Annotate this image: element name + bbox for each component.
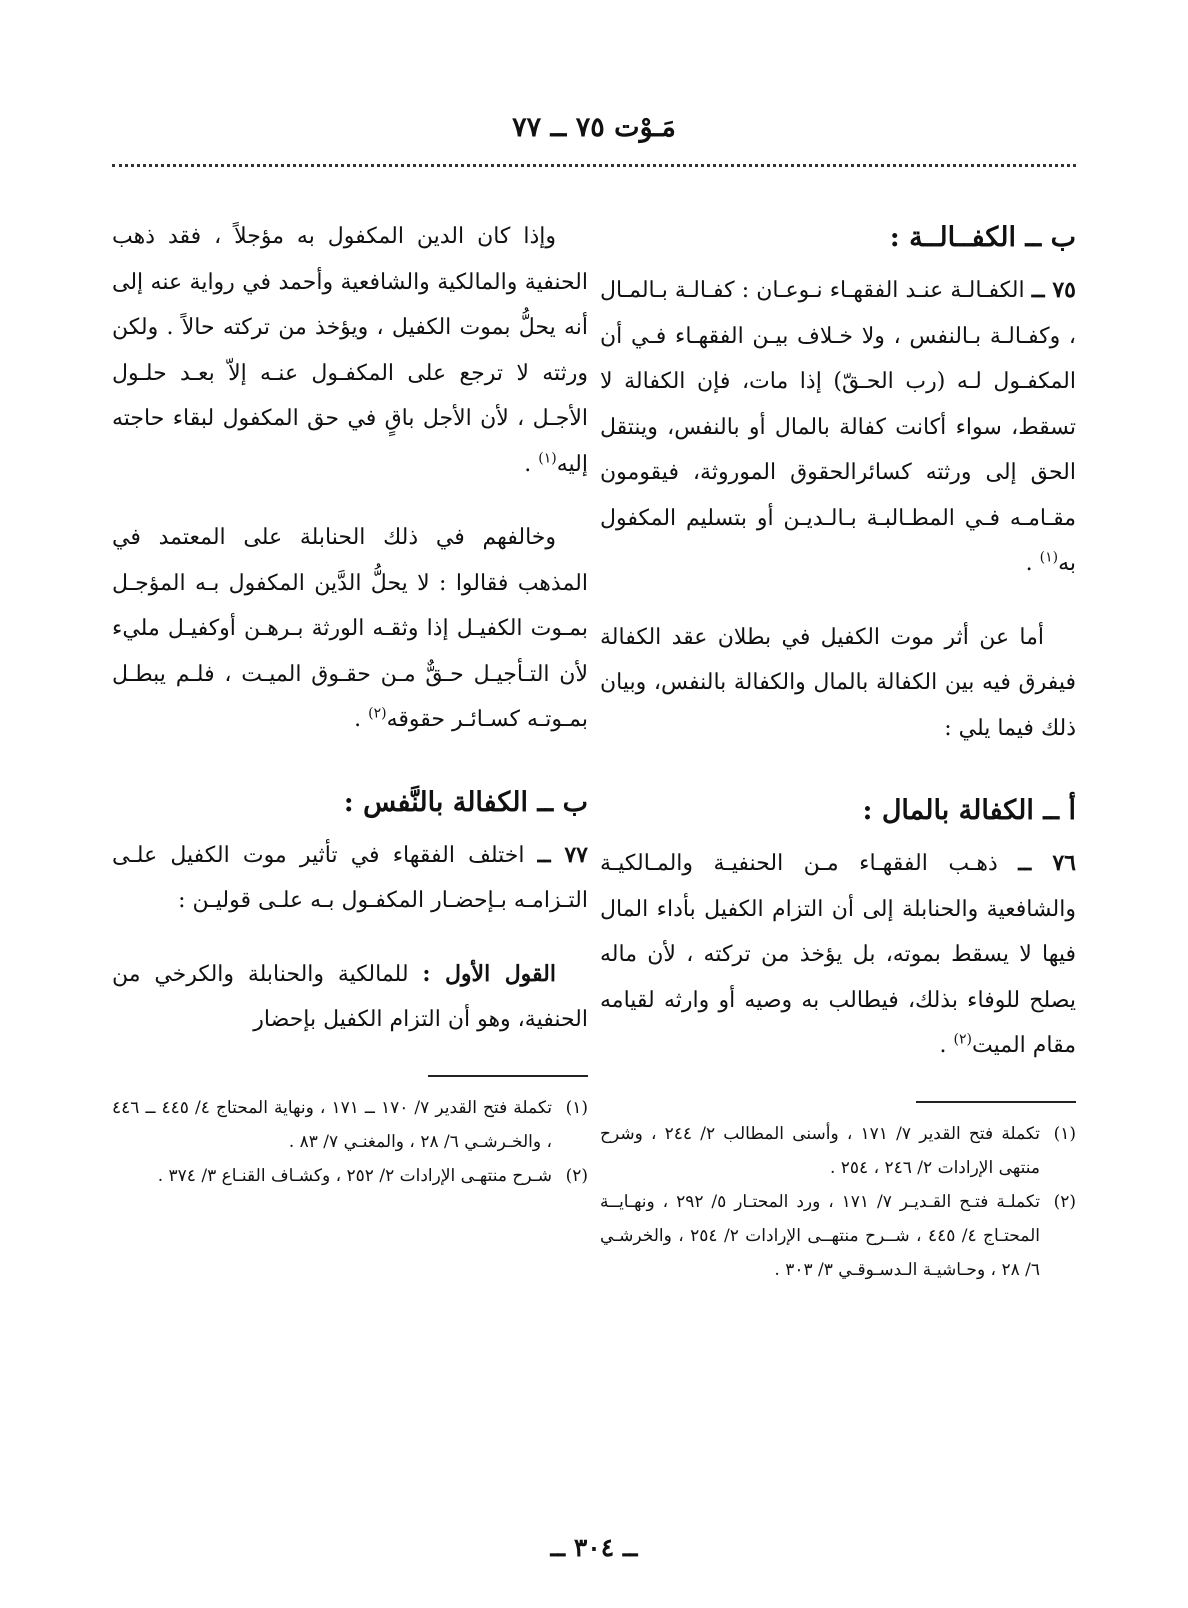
left-column: [112, 214, 588, 1193]
heading-kafala: ب ــ الكفــالــة :: [889, 222, 1076, 253]
paragraph-number-77: ٧٧ ــ: [537, 841, 588, 868]
footnote: [600, 1185, 1076, 1287]
paragraph-75: [600, 268, 1076, 587]
paragraph-end: .: [1025, 551, 1040, 576]
paragraph-number-75: ٧٥ ــ: [1031, 277, 1076, 303]
footnote: [600, 1117, 1076, 1185]
footnote-text: تكملة فتح القدير ٧/ ١٧١ ، وأسنى المطالب ٢/ ٢٤٤ ، وشرح منتهى الإرادات ٢/ ٢٤٦ ، ٢٥٤ .: [600, 1123, 1041, 1178]
heading-kafala-bil-mal: أ ــ الكفالة بالمال :: [862, 795, 1076, 826]
paragraph-deferred-debt: [112, 214, 588, 487]
heading-kafala-bil-nafs: ب ــ الكفالة بالنَّفس :: [343, 786, 588, 818]
page-number: ــ ٣٠٤ ــ: [550, 1533, 638, 1562]
paragraph-end: .: [939, 1033, 954, 1058]
paragraph-77: [112, 833, 588, 924]
paragraph-deferred-text: وإذا كان الدين المكفول به مؤجلاً ، فقد ذهب الحنفية والمالكية والشافعية وأحمد في رواية عنه إلى أنه يحلُّ بموت الكفيل ، ويؤخذ من تركته حالاً . ولكن ورثته لا ترجع على المكفـول عنـه إلاّ بعـد حلـول الأجـل ، لأن الأجل باقٍ في حق المكفول لبقاء حاجته إليه: [112, 224, 588, 477]
footnote-ref: (١): [1039, 549, 1059, 566]
footnote: [112, 1091, 588, 1159]
paragraph-number-76: ٧٦ ــ: [1018, 850, 1076, 876]
paragraph-76-text: ذهـب الفقهـاء مـن الحنفيـة والمـالكيـة والشافعية والحنابلة إلى أن التزام الكفيل بأداء المال فيها لا يسقط بموته، بل يؤخذ من تركته ، لأن ماله يصلح للوفاء بذلك، فيطالب به وصيه أو وارثه لقيامه مقام الميت: [600, 851, 1076, 1058]
footnote-mark: (١): [565, 1097, 588, 1118]
footnote-rule: [428, 1075, 588, 1077]
right-column: [600, 214, 1076, 1287]
footnote-ref: (١): [538, 450, 557, 467]
paragraph-77-text: اختلف الفقهاء في تأثير موت الكفيل علـى التـزامـه بـإحضـار المكفـول بـه علـى قوليـن :: [112, 842, 588, 913]
footnote-ref: (٢): [953, 1031, 972, 1048]
footnote-mark: (٢): [1053, 1191, 1076, 1212]
footnote-mark: (١): [1053, 1123, 1076, 1144]
paragraph-76: [600, 841, 1076, 1069]
footnote-text: تكملة فتح القدير ٧/ ١٧٠ ــ ١٧١ ، ونهاية المحتاج ٤/ ٤٤٥ ــ ٤٤٦ ، والخـرشـي ٦/ ٢٨ ، والمغنـي ٧/ ٨٣ .: [112, 1097, 552, 1152]
footnote: [112, 1159, 588, 1193]
paragraph-75-text: الكفـالـة عنـد الفقهـاء نـوعـان : كفـالـة بـالمـال ، وكفـالـة بـالنفس ، ولا خـلاف بيـن الفقهـاء فـي أن المكفـول لـه (رب الحـقّ) إذا مات، فإن الكفالة لا تسقط، سواء أكانت كفالة بالمال أو بالنفس، وينتقل الحق إلى ورثته كسائرالحقوق الموروثة، فيقومون مقـامـه فـي المطـالبـة بـالـديـن أو بتسليم المكفول به: [600, 278, 1076, 576]
paragraph-hanabila-text: وخالفهم في ذلك الحنابلة على المعتمد في المذهب فقالوا : لا يحلُّ الدَّين المكفول بـه المؤجـل بمـوت الكفيـل إذا وثقـه الورثة بـرهـن أوكفيـل مليء لأن التـأجيـل حـقٌّ مـن حقـوق الميـت ، فلـم يبطـل بمـوتـه كسـائـر حقوقه: [112, 525, 588, 732]
footnote-text: تكملـة فتـح القـديـر ٧/ ١٧١ ، ورد المحتـار ٥/ ٢٩٢ ، ونهـايــة المحتـاج ٤/ ٤٤٥ ، شــرح منتهــى الإرادات ٢/ ٢٥٤ ، والخرشـي ٦/ ٢٨ ، وحـاشيـة الـدسـوقـي ٣/ ٣٠٣ .: [600, 1191, 1041, 1280]
paragraph-end: .: [354, 707, 369, 732]
footnote-rule: [916, 1101, 1076, 1103]
first-opinion-label: القول الأول :: [422, 960, 556, 987]
paragraph-intro: أما عن أثر موت الكفيل في بطلان عقد الكفالة فيفرق فيه بين الكفالة بالمال والكفالة بالنفس، وبيان ذلك فيما يلي :: [600, 624, 1076, 741]
paragraph-hanabila: [112, 515, 588, 743]
footnote-text: شـرح منتهـى الإرادات ٢/ ٢٥٢ ، وكشـاف القنـاع ٣/ ٣٧٤ .: [157, 1165, 552, 1186]
paragraph-first-opinion: [112, 952, 588, 1043]
footnote-ref: (٢): [368, 705, 387, 722]
page-header-title: مَـوْت ٧٥ ــ ٧٧: [512, 112, 676, 143]
paragraph-end: .: [524, 451, 539, 477]
first-opinion-text: للمالكية والحنابلة والكرخي من الحنفية، وهو أن التزام الكفيل بإحضار: [112, 961, 588, 1032]
footnote-mark: (٢): [565, 1165, 588, 1186]
header-dotted-rule: [112, 164, 1076, 167]
